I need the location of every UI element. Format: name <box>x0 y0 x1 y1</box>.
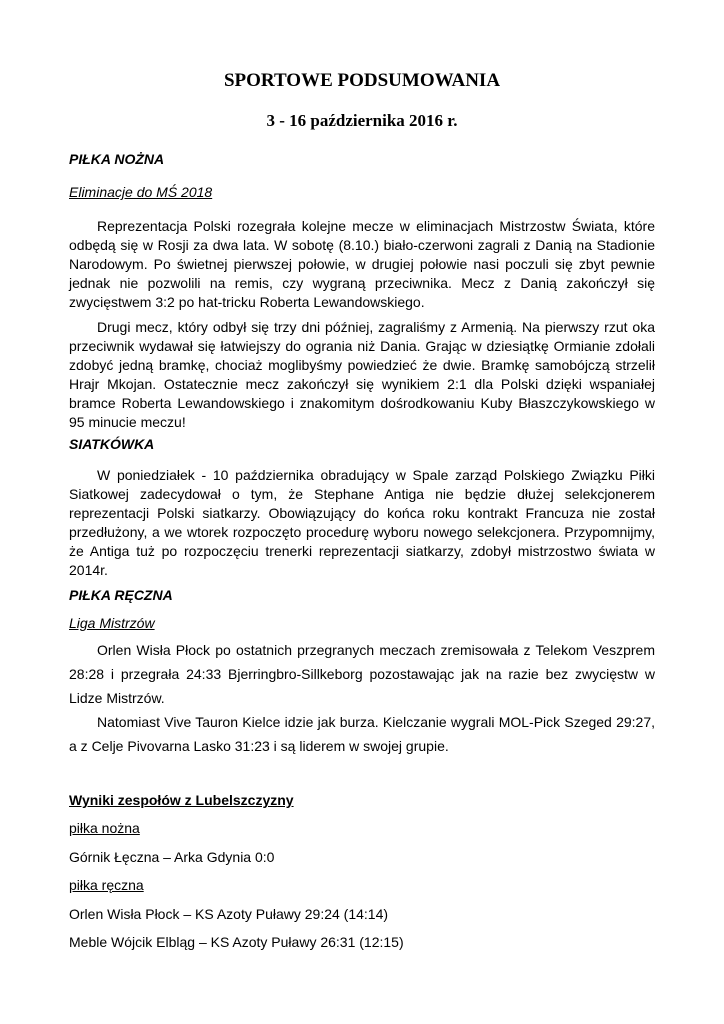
paragraph-football-2: Drugi mecz, który odbył się trzy dni później, zagraliśmy z Armenią. Na pierwszy rzut oka przeciwnik wydawał się łatwiejszy do ogrania niż Dania. Grając w dziesiątkę Ormianie zdołali zdobyć jedną bramkę, chociaż moglibyśmy powiedzieć że dwie. Bramkę samobójczą strzelił Hrajr Mkojan. Ostatecznie mecz zakończył się wynikiem 2:1 dla Polski dzięki wspaniałej bramce Roberta Lewandowskiego i znakomitym dośrodkowaniu Kuby Błaszczykowskiego w 95 minucie meczu! <box>69 319 655 430</box>
document-title: SPORTOWE PODSUMOWANIA <box>223 70 501 91</box>
document-date: 3 - 16 października 2016 r. <box>266 111 458 130</box>
paragraph-volleyball-1: W poniedziałek - 10 października obradujący w Spale zarząd Polskiego Związku Piłki Siatkowej zadecydował o tym, że Stephane Antiga nie będzie dłużej selekcjonerem reprezentacji Polski siatkarzy. Obowiązujący do końca roku kontrakt Francuza nie został przedłużony, a we wtorek rozpoczęto procedurę wyboru nowego selekcjonera. Przypomnijmy, że Antiga tuż po rozpoczęciu trenerki reprezentacji siatkarzy, zdobył mistrzostwo świata w 2014r. <box>69 467 655 578</box>
result-line: Orlen Wisła Płock – KS Azoty Puławy 29:24 (14:14) <box>69 906 389 922</box>
subheading-world-cup-qualifiers: Eliminacje do MŚ 2018 <box>69 184 213 200</box>
result-line: Meble Wójcik Elbląg – KS Azoty Puławy 26:31 (12:15) <box>69 934 404 950</box>
results-football-label: piłka nożna <box>69 820 140 836</box>
paragraph-handball-1: Orlen Wisła Płock po ostatnich przegranych meczach zremisowała z Telekom Veszprem 28:28 i przegrała 24:33 Bjerringbro-Sillkeborg pozostawając jak na razie bez zwycięstw w Lidze Mistrzów. <box>69 642 655 706</box>
results-handball-label: piłka ręczna <box>69 877 144 893</box>
result-line: Górnik Łęczna – Arka Gdynia 0:0 <box>69 849 275 865</box>
results-heading: Wyniki zespołów z Lubelszczyzny <box>69 792 294 808</box>
subheading-champions-league: Liga Mistrzów <box>69 615 155 631</box>
section-heading-handball: PIŁKA RĘCZNA <box>69 587 173 603</box>
section-heading-football: PIŁKA NOŻNA <box>69 151 165 167</box>
paragraph-handball-2: Natomiast Vive Tauron Kielce idzie jak burza. Kielczanie wygrali MOL-Pick Szeged 29:27, a z Celje Pivovarna Lasko 31:23 i są liderem w swojej grupie. <box>69 714 655 754</box>
paragraph-football-1: Reprezentacja Polski rozegrała kolejne mecze w eliminacjach Mistrzostw Świata, które odbędą się w Rosji za dwa lata. W sobotę (8.10.) biało-czerwoni zagrali z Danią na Stadionie Narodowym. Po świetnej pierwszej połowie, w drugiej połowie nasi poczuli się zbyt pewnie jednak nie pozwolili na remis, czy wygraną przeciwnika. Mecz z Danią zakończył się zwycięstwem 3:2 po hat-tricku Roberta Lewandowskiego. <box>69 218 655 310</box>
section-heading-volleyball: SIATKÓWKA <box>69 436 155 452</box>
